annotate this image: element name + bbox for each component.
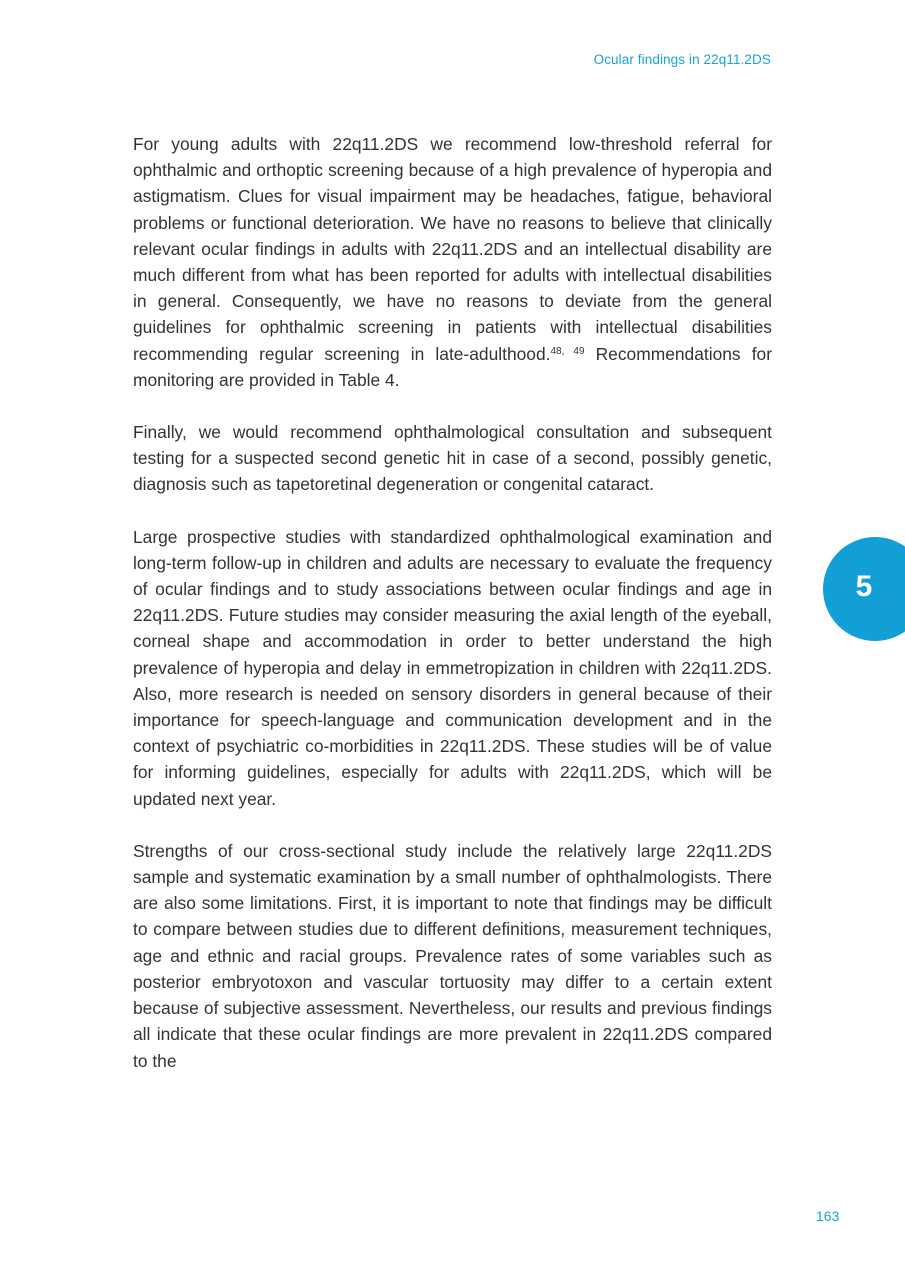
- paragraph-1-text: For young adults with 22q11.2DS we recommend low-threshold referral for ophthalmic and orthoptic screening because of a high prevalence of hyperopia and astigmatism. Clues for visual impairment may be headaches, fatigue, behavioral problems or functional deterioration. We have no reasons to believe that clinically relevant ocular findings in adults with 22q11.2DS and an intellectual disability are much different from what has been reported for adults with intellectual disabilities in general. Consequently, we have no reasons to deviate from the general guidelines for ophthalmic screening in patients with intellectual disabilities recommending regular screening in late-adulthood.: [133, 134, 772, 364]
- paragraph-3: Large prospective studies with standardized ophthalmological examination and long-term follow-up in children and adults are necessary to evaluate the frequency of ocular findings and to study associations between ocular findings and age in 22q11.2DS. Future studies may consider measuring the axial length of the eyeball, corneal shape and accommodation in order to better understand the high prevalence of hyperopia and delay in emmetropization in children with 22q11.2DS. Also, more research is needed on sensory disorders in general because of their importance for speech-language and communication development and in the context of psychiatric co-morbidities in 22q11.2DS. These studies will be of value for informing guidelines, especially for adults with 22q11.2DS, which will be updated next year.: [133, 526, 772, 809]
- page-number: 163: [816, 1208, 840, 1224]
- paragraph-1: [133, 131, 772, 393]
- paragraph-1-continuation: Recommendations for monitoring are provided in Table 4.: [133, 343, 772, 390]
- paragraph-2: Finally, we would recommend ophthalmological consultation and subsequent testing for a suspected second genetic hit in case of a second, possibly genetic, diagnosis such as tapetoretinal degeneration or congenital cataract.: [133, 422, 772, 495]
- citation-superscript: 48, 49: [550, 345, 585, 357]
- chapter-number: 5: [855, 570, 873, 603]
- running-header: Ocular findings in 22q11.2DS: [593, 52, 771, 67]
- main-text: [133, 131, 772, 1100]
- paragraph-4: Strengths of our cross-sectional study include the relatively large 22q11.2DS sample and systematic examination by a small number of ophthalmologists. There are also some limitations. First, it is important to note that findings may be difficult to compare between studies due to different definitions, measurement techniques, age and ethnic and racial groups. Prevalence rates of some variables such as posterior embryotoxon and vascular tortuosity may differ to a certain extent because of subjective assessment. Nevertheless, our results and previous findings all indicate that these ocular findings are more prevalent in 22q11.2DS compared to the: [133, 840, 772, 1071]
